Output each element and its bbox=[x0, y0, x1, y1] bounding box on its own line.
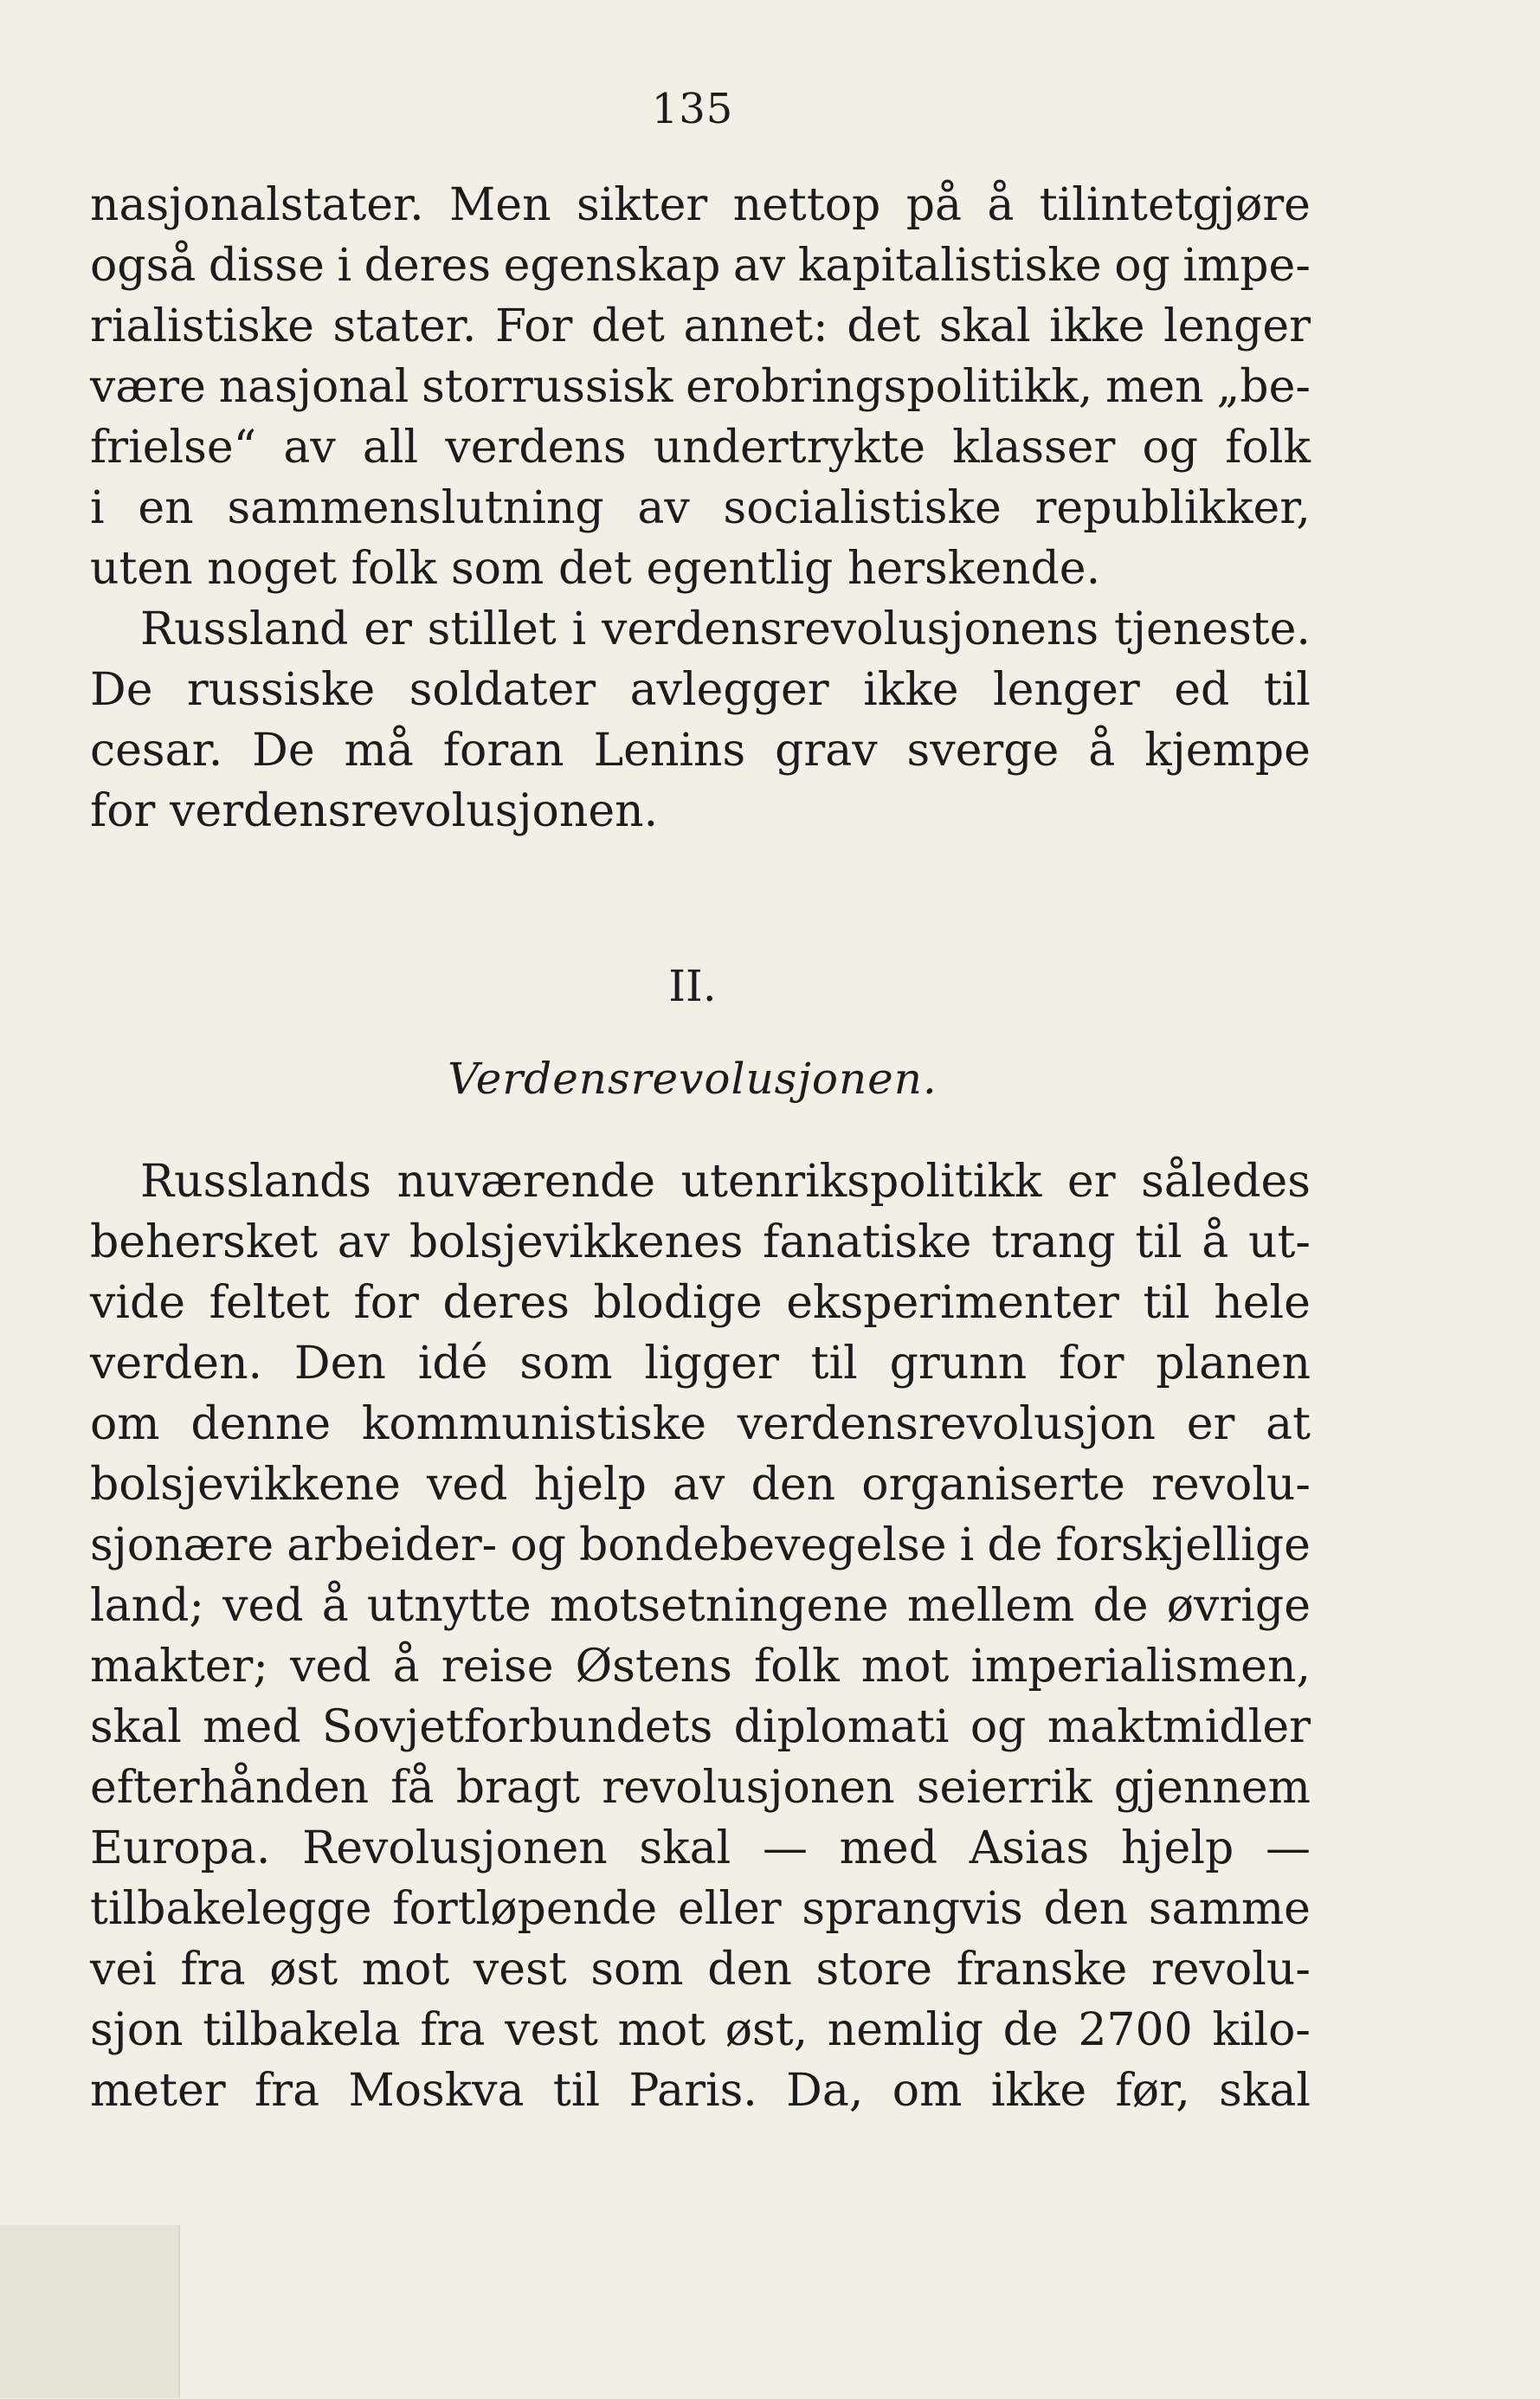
text-line: sjonære arbeider- og bondebevegelse i de forskjellige bbox=[90, 1519, 1311, 1571]
text-block-bottom bbox=[90, 1151, 1311, 2121]
text-line: De russiske soldater avlegger ikke lenger ed til bbox=[90, 664, 1311, 716]
text-line: makter; ved å reise Østens folk mot imperialismen, bbox=[90, 1641, 1311, 1693]
text-line: i en sammenslutning av socialistiske republikker, bbox=[90, 482, 1311, 534]
text-line: Russlands nuværende utenrikspolitikk er således bbox=[140, 1156, 1311, 1208]
text-line: efterhånden få bragt revolusjonen seierrik gjennem bbox=[90, 1762, 1311, 1814]
text-line: nasjonalstater. Men sikter nettop på å tilintetgjøre bbox=[90, 179, 1311, 231]
text-line: skal med Sovjetforbundets diplomati og maktmidler bbox=[90, 1701, 1311, 1753]
page-number: 135 bbox=[651, 85, 734, 133]
chapter-title: Verdensrevolusjonen. bbox=[448, 1054, 938, 1104]
page-edge-shadow bbox=[0, 2225, 180, 2398]
text-line: cesar. De må foran Lenins grav sverge å kjempe bbox=[90, 725, 1311, 777]
text-line: uten noget folk som det egentlig herskende. bbox=[90, 543, 1101, 595]
text-line: for verdensrevolusjonen. bbox=[90, 785, 659, 837]
text-line: vei fra øst mot vest som den store franske revolu- bbox=[90, 1944, 1311, 1996]
text-line: sjon tilbakela fra vest mot øst, nemlig de 2700 kilo- bbox=[90, 2004, 1311, 2056]
text-line: være nasjonal storrussisk erobringspolitikk, men „be- bbox=[90, 361, 1311, 413]
text-line: verden. Den idé som ligger til grunn for planen bbox=[90, 1338, 1311, 1390]
text-line: om denne kommunistiske verdensrevolusjon er at bbox=[90, 1398, 1311, 1450]
text-line: meter fra Moskva til Paris. Da, om ikke før, skal bbox=[90, 2065, 1311, 2117]
text-line: frielse“ av all verdens undertrykte klasser og folk bbox=[90, 422, 1311, 474]
chapter-number: II. bbox=[668, 961, 717, 1011]
text-line: bolsjevikkene ved hjelp av den organiserte revolu- bbox=[90, 1459, 1311, 1511]
text-line: vide feltet for deres blodige eksperimenter til hele bbox=[90, 1277, 1311, 1329]
text-line: rialistiske stater. For det annet: det skal ikke lenger bbox=[90, 300, 1311, 352]
text-block-top bbox=[90, 175, 1311, 842]
text-line: land; ved å utnytte motsetningene mellem de øvrige bbox=[90, 1580, 1311, 1632]
text-line: Europa. Revolusjonen skal — med Asias hjelp — bbox=[90, 1822, 1311, 1874]
text-line: også disse i deres egenskap av kapitalistiske og impe- bbox=[90, 240, 1311, 292]
text-line: behersket av bolsjevikkenes fanatiske trang til å ut- bbox=[90, 1216, 1311, 1268]
text-line: Russland er stillet i verdensrevolusjonens tjeneste. bbox=[140, 603, 1311, 655]
text-line: tilbakelegge fortløpende eller sprangvis den samme bbox=[90, 1883, 1311, 1935]
